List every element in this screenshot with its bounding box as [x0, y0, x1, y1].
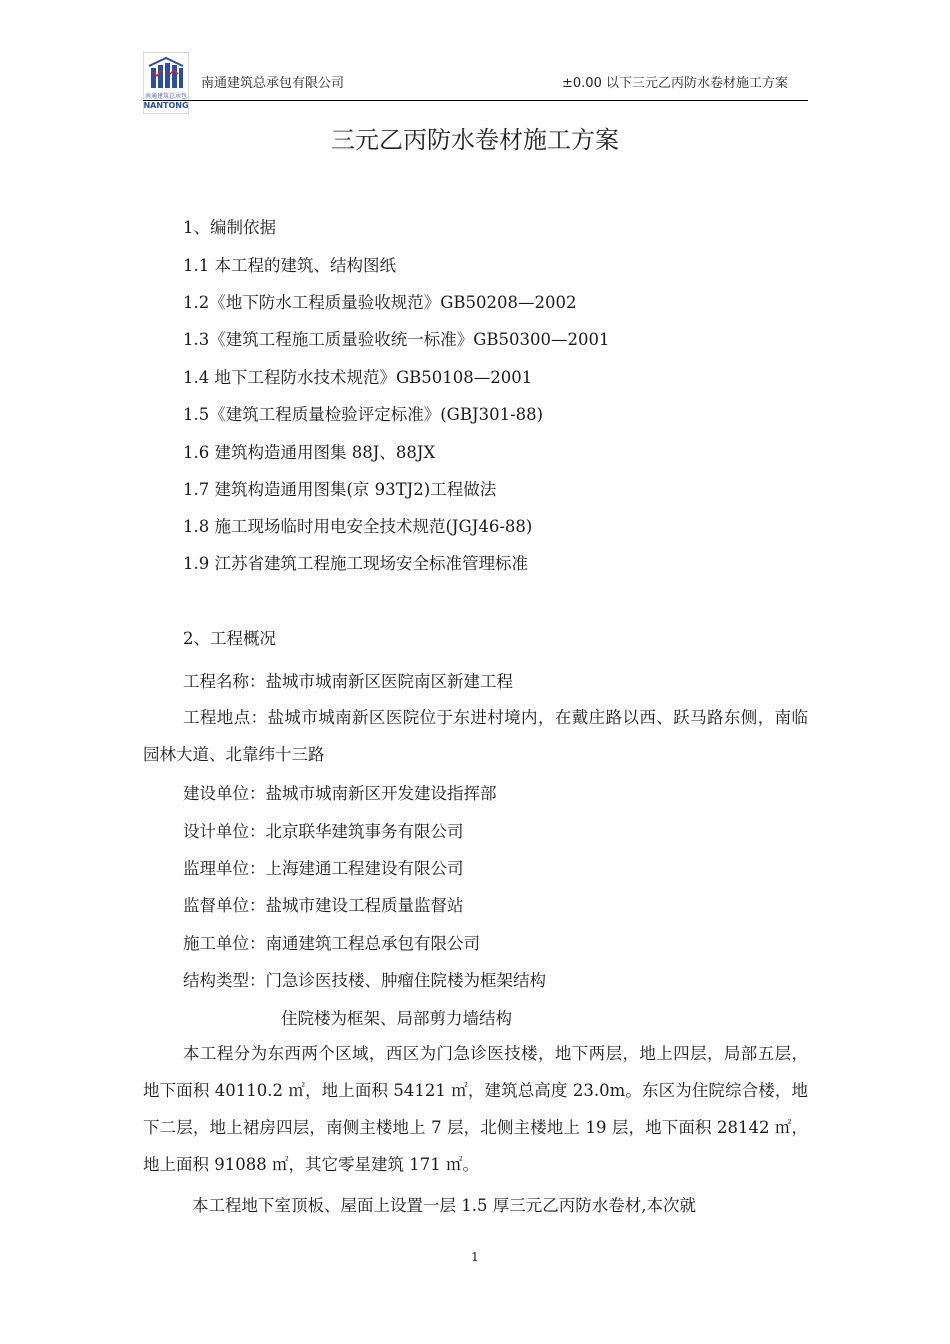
- project-owner: 建设单位：盐城市城南新区开发建设指挥部: [183, 784, 497, 803]
- header-divider: [143, 100, 808, 101]
- basis-item: 1.5《建筑工程质量检验评定标准》(GBJ301-88): [183, 405, 544, 424]
- section-heading-overview: 2、工程概况: [183, 629, 276, 648]
- project-location: 工程地点：盐城市城南新区医院位于东进村境内，在戴庄路以西、跃马路东侧，南临园林大道、北靠纬十三路: [143, 708, 808, 764]
- document-name: ±0.00 以下三元乙丙防水卷材施工方案: [562, 76, 788, 91]
- logo-text-en: NANTONG: [143, 101, 189, 110]
- project-inspector: 监督单位：盐城市建设工程质量监督站: [183, 896, 464, 915]
- basis-item: 1.8 施工现场临时用电安全技术规范(JGJ46-88): [183, 517, 533, 536]
- project-supervisor: 监理单位：上海建通工程建设有限公司: [183, 859, 464, 878]
- basis-item: 1.2《地下防水工程质量验收规范》GB50208—2002: [183, 293, 577, 312]
- page-title: 三元乙丙防水卷材施工方案: [331, 126, 619, 154]
- structure-type-continued: 住院楼为框架、局部剪力墙结构: [281, 1009, 512, 1028]
- basis-item: 1.3《建筑工程施工质量验收统一标准》GB50300—2001: [183, 330, 610, 349]
- project-contractor: 施工单位：南通建筑工程总承包有限公司: [183, 934, 480, 953]
- project-designer: 设计单位：北京联华建筑事务有限公司: [183, 822, 464, 841]
- company-logo: [143, 52, 189, 114]
- basis-item: 1.1 本工程的建筑、结构图纸: [183, 256, 396, 275]
- basis-item: 1.6 建筑构造通用图集 88J、88JX: [183, 443, 436, 462]
- basis-item: 1.4 地下工程防水技术规范》GB50108—2001: [183, 368, 533, 387]
- project-description: 本工程分为东西两个区域，西区为门急诊医技楼，地下两层，地上四层，局部五层，地下面积 40110.2 ㎡，地上面积 54121 ㎡，建筑总高度 23.0m。东区为住院综合楼，地下二层，地上裙房四层，南侧主楼地上 7 层，北侧主楼地上 19 层，地下面积 28142 ㎡，地上面积 91088 ㎡，其它零星建筑 171 ㎡。: [143, 1044, 808, 1174]
- waterproof-description: 本工程地下室顶板、屋面上设置一层 1.5 厚三元乙丙防水卷材,本次就: [192, 1196, 696, 1215]
- page-header: [143, 52, 808, 116]
- section-heading-basis: 1、编制依据: [183, 218, 276, 237]
- project-name: 工程名称：盐城市城南新区医院南区新建工程: [183, 672, 513, 691]
- page-number: 1: [471, 1250, 479, 1264]
- basis-item: 1.9 江苏省建筑工程施工现场安全标准管理标准: [183, 554, 528, 573]
- basis-item: 1.7 建筑构造通用图集(京 93TJ2)工程做法: [183, 480, 497, 499]
- logo-text-cn: 南通建筑总承包: [144, 93, 188, 100]
- company-name: 南通建筑总承包有限公司: [201, 76, 345, 91]
- structure-type: 结构类型：门急诊医技楼、肿瘤住院楼为框架结构: [183, 971, 546, 990]
